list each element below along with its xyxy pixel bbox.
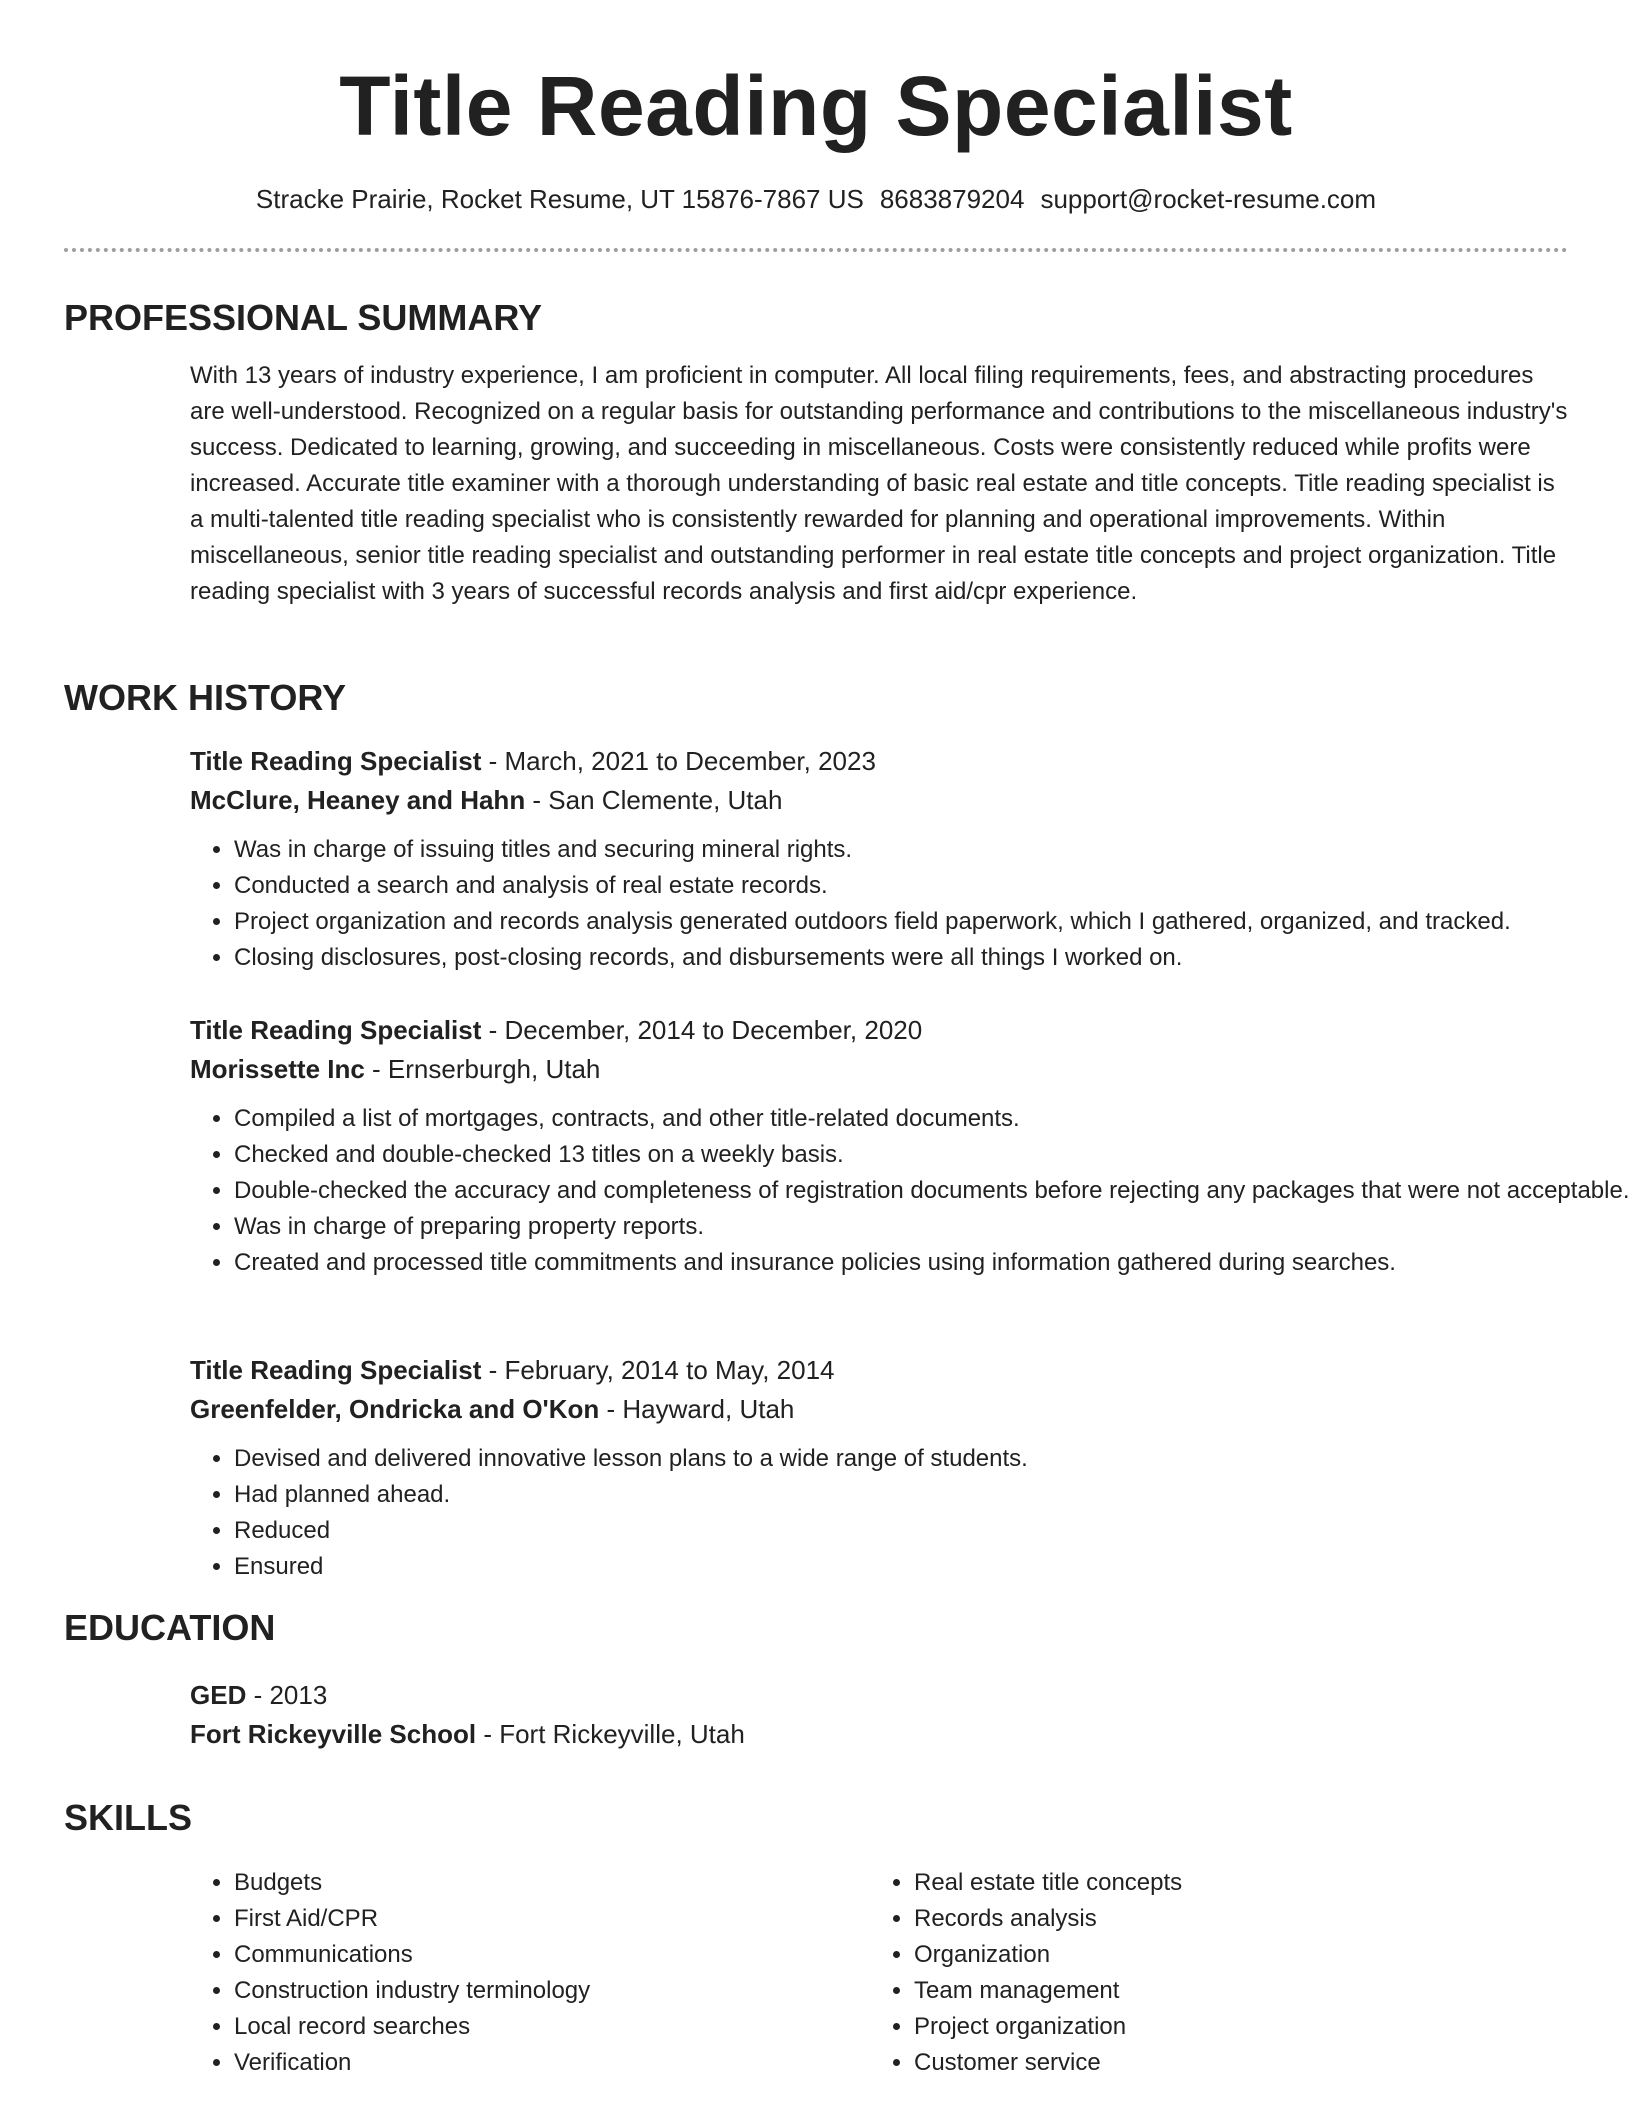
skills-column-left	[190, 1865, 870, 2081]
job-bullet: • Created and processed title commitments and insurance policies using information gathered during searches.	[234, 1245, 1632, 1281]
skill-item: • Records analysis	[914, 1901, 1550, 1937]
skills-bullets-left	[190, 1865, 870, 2081]
job-bullet: • Conducted a search and analysis of real estate records.	[234, 868, 1632, 904]
resume-page	[64, 0, 1630, 2076]
job-entry	[64, 1351, 1632, 1585]
job-title-line	[190, 742, 1632, 781]
skill-item: • Construction industry terminology	[234, 1973, 870, 2009]
job-bullet: • Compiled a list of mortgages, contracts, and other title-related documents.	[234, 1101, 1632, 1137]
work-history-section	[64, 676, 1568, 720]
education-degree-line	[190, 1676, 1632, 1715]
education-school: Fort Rickeyville School	[190, 1719, 477, 1749]
education-degree: GED	[190, 1680, 247, 1710]
job-bullet: • Double-checked the accuracy and completeness of registration documents before rejecting any packages that were not acceptable.	[234, 1173, 1632, 1209]
job-bullet: • Had planned ahead.	[234, 1477, 1632, 1513]
skills-list	[64, 1865, 1632, 2081]
job-dates: - December, 2014 to December, 2020	[481, 1015, 923, 1045]
job-company: Morissette Inc	[190, 1054, 365, 1084]
job-bullet: • Was in charge of preparing property reports.	[234, 1209, 1632, 1245]
skill-item: • Local record searches	[234, 2009, 870, 2045]
job-bullet: • Checked and double-checked 13 titles on a weekly basis.	[234, 1137, 1632, 1173]
skill-item: • Verification	[234, 2045, 870, 2081]
job-position: Title Reading Specialist	[190, 746, 482, 776]
job-bullet: • Reduced	[234, 1513, 1632, 1549]
job-title-line	[190, 1351, 1632, 1390]
job-dates: - March, 2021 to December, 2023	[481, 746, 876, 776]
skill-item: • Organization	[914, 1937, 1550, 1973]
job-company-line	[190, 781, 1632, 820]
job-company-line	[190, 1050, 1632, 1089]
skill-item: • Customer service	[914, 2045, 1550, 2081]
job-bullet: • Closing disclosures, post-closing records, and disbursements were all things I worked on.	[234, 940, 1632, 976]
resume-header	[64, 0, 1568, 252]
education-location: - Fort Rickeyville, Utah	[476, 1719, 745, 1749]
job-dates: - February, 2014 to May, 2014	[481, 1355, 835, 1385]
summary-section	[64, 296, 1568, 610]
skill-item: • Team management	[914, 1973, 1550, 2009]
skill-item: • Real estate title concepts	[914, 1865, 1550, 1901]
education-year: - 2013	[246, 1680, 328, 1710]
skills-column-right	[870, 1865, 1550, 2081]
skills-grid	[190, 1865, 1632, 2081]
education-school-line	[190, 1715, 1632, 1754]
job-title-line	[190, 1011, 1632, 1050]
summary-text: With 13 years of industry experience, I am proficient in computer. All local filing requirements, fees, and abstracting procedures are well-understood. Recognized on a regular basis for outstanding performance and contributions to the miscellaneous industry's success. Dedicated to learning, growing, and succeeding in miscellaneous. Costs were consistently reduced while profits were increased. Accurate title examiner with a thorough understanding of basic real estate and title concepts. Title reading specialist is a multi-talented title reading specialist who is consistently rewarded for planning and operational improvements. Within miscellaneous, senior title reading specialist and outstanding performer in real estate title concepts and project organization. Title reading specialist with 3 years of successful records analysis and first aid/cpr experience.	[190, 362, 1568, 605]
job-bullet: • Devised and delivered innovative lesson plans to a wide range of students.	[234, 1441, 1632, 1477]
contact-address: Stracke Prairie, Rocket Resume, UT 15876-7867 US	[255, 184, 864, 214]
job-location: - San Clemente, Utah	[525, 785, 783, 815]
skill-item: • Communications	[234, 1937, 870, 1973]
contact-line	[64, 182, 1568, 216]
header-divider	[64, 248, 1568, 252]
summary-body	[64, 358, 1568, 610]
candidate-name: Title Reading Specialist	[339, 59, 1293, 153]
summary-heading: PROFESSIONAL SUMMARY	[64, 297, 543, 338]
work-history-heading: WORK HISTORY	[64, 677, 347, 718]
contact-email: support@rocket-resume.com	[1040, 184, 1377, 214]
education-section	[64, 1606, 1568, 1650]
skills-section	[64, 1796, 1568, 1840]
skills-heading: SKILLS	[64, 1797, 193, 1838]
job-location: - Hayward, Utah	[599, 1394, 795, 1424]
job-bullets	[190, 832, 1632, 976]
job-position: Title Reading Specialist	[190, 1355, 482, 1385]
job-location: - Ernserburgh, Utah	[364, 1054, 601, 1084]
skill-item: • First Aid/CPR	[234, 1901, 870, 1937]
education-entry	[64, 1676, 1632, 1754]
job-bullet: • Was in charge of issuing titles and securing mineral rights.	[234, 832, 1632, 868]
job-entry	[64, 742, 1632, 976]
job-bullets	[190, 1101, 1632, 1281]
job-bullet: • Ensured	[234, 1549, 1632, 1585]
skill-item: • Project organization	[914, 2009, 1550, 2045]
job-position: Title Reading Specialist	[190, 1015, 482, 1045]
job-company: McClure, Heaney and Hahn	[190, 785, 526, 815]
job-company-line	[190, 1390, 1632, 1429]
job-bullet: • Project organization and records analysis generated outdoors field paperwork, which I gathered, organized, and tracked.	[234, 904, 1632, 940]
job-entry	[64, 1011, 1632, 1281]
job-company: Greenfelder, Ondricka and O'Kon	[190, 1394, 600, 1424]
skill-item: • Budgets	[234, 1865, 870, 1901]
contact-phone: 8683879204	[879, 184, 1025, 214]
education-heading: EDUCATION	[64, 1607, 276, 1648]
job-bullets	[190, 1441, 1632, 1585]
skills-bullets-right	[870, 1865, 1550, 2081]
